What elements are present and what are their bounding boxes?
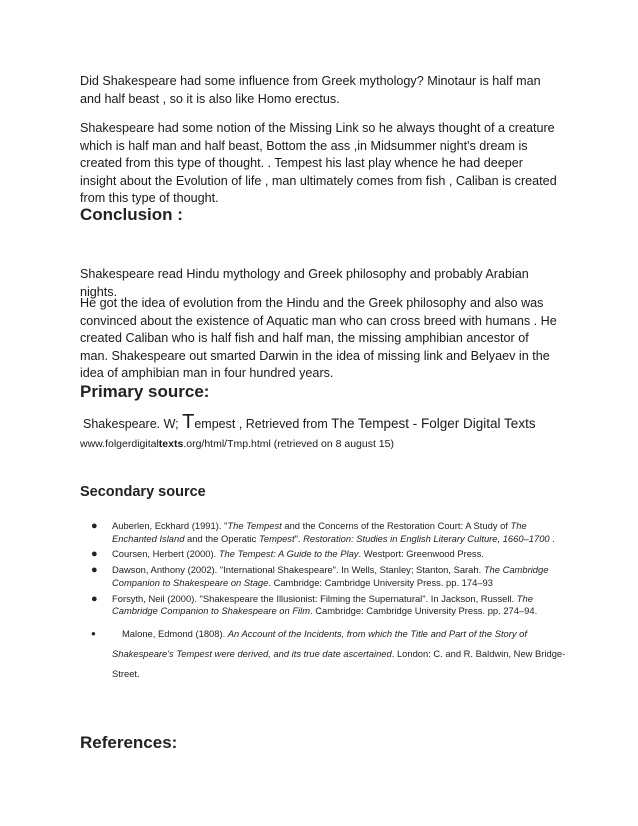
primary-author: Shakespeare. W; xyxy=(83,417,179,431)
bullet-icon: ● xyxy=(91,564,98,577)
bullet-icon: ● xyxy=(91,592,98,605)
list-item: ● Forsyth, Neil (2000). "Shakespeare the Illusionist: Filming the Supernatural". In Jackson, Russell. The Cambridge Companion to Shakespeare on Film. Cambridge: Cambridge University Press. pp. 274–94. xyxy=(91,592,538,617)
bullet-icon: ● xyxy=(91,628,96,638)
primary-source-citation xyxy=(83,411,583,433)
secondary-source-list xyxy=(80,520,570,687)
conclusion-paragraph-1: Shakespeare read Hindu mythology and Greek philosophy and probably Arabian nights. xyxy=(80,267,529,299)
primary-source-heading: Primary source: xyxy=(80,382,210,401)
paragraph-missing-link: Shakespeare had some notion of the Missing Link so he always thought of a creature which is half man and half beast, Bottom the ass ,in Midsummer night's dream is created from this type of thought. . Tempest his last play whence he had deeper insight about the Evolution of life , man ultimately comes from fish , Caliban is created from this type of thought. xyxy=(80,121,557,205)
primary-title-capital: T xyxy=(182,411,195,433)
bullet-icon: ● xyxy=(91,520,98,532)
url-part-2: texts xyxy=(158,438,184,450)
primary-source-url[interactable] xyxy=(80,438,580,450)
conclusion-paragraph-2: He got the idea of evolution from the Hindu and the Greek philosophy and also was convinced about the existence of Aquatic man who can cross breed with humans . He created Caliban who is half fish and half man, the missing amphibian ancestor of man. Shakespeare out smarted Darwin in the idea of missing link and Belyaev in the idea of amphibian man in four hundred years. xyxy=(80,296,557,380)
bullet-icon: ● xyxy=(91,548,98,561)
list-item: ● Coursen, Herbert (2000). The Tempest: A Guide to the Play. Westport: Greenwood Press. xyxy=(91,548,484,561)
paragraph-greek-influence: Did Shakespeare had some influence from Greek mythology? Minotaur is half man and half beast , so it is also like Homo erectus. xyxy=(80,74,541,106)
conclusion-heading: Conclusion : xyxy=(80,205,183,224)
primary-source-link-title[interactable]: The Tempest - Folger Digital Texts xyxy=(331,416,536,431)
secondary-source-heading: Secondary source xyxy=(80,484,206,500)
url-part-1: www.folgerdigital xyxy=(80,438,159,450)
list-item: ● Auberlen, Eckhard (1991). "The Tempest and the Concerns of the Restoration Court: A Study of The Enchanted Island and the Operatic Tempest". Restoration: Studies in English Literary Culture, 1660–1700 . xyxy=(91,520,555,544)
list-item: ● Malone, Edmond (1808). An Account of the Incidents, from which the Title and Part of the Story of Shakespeare's Tempest were derived, and its true date ascertained. London: C. and R. Baldwin, New Bridge-Street. xyxy=(80,624,570,684)
references-heading: References: xyxy=(80,733,178,752)
list-item: ● Dawson, Anthony (2002). "International Shakespeare". In Wells, Stanley; Stanton, Sarah. The Cambridge Companion to Shakespeare on Stage. Cambridge: Cambridge University Press. pp. 174–93 xyxy=(91,564,549,588)
primary-title-rest: empest , Retrieved from xyxy=(194,417,328,431)
url-part-3: .org/html/Tmp.html (retrieved on 8 august 15) xyxy=(183,438,394,450)
